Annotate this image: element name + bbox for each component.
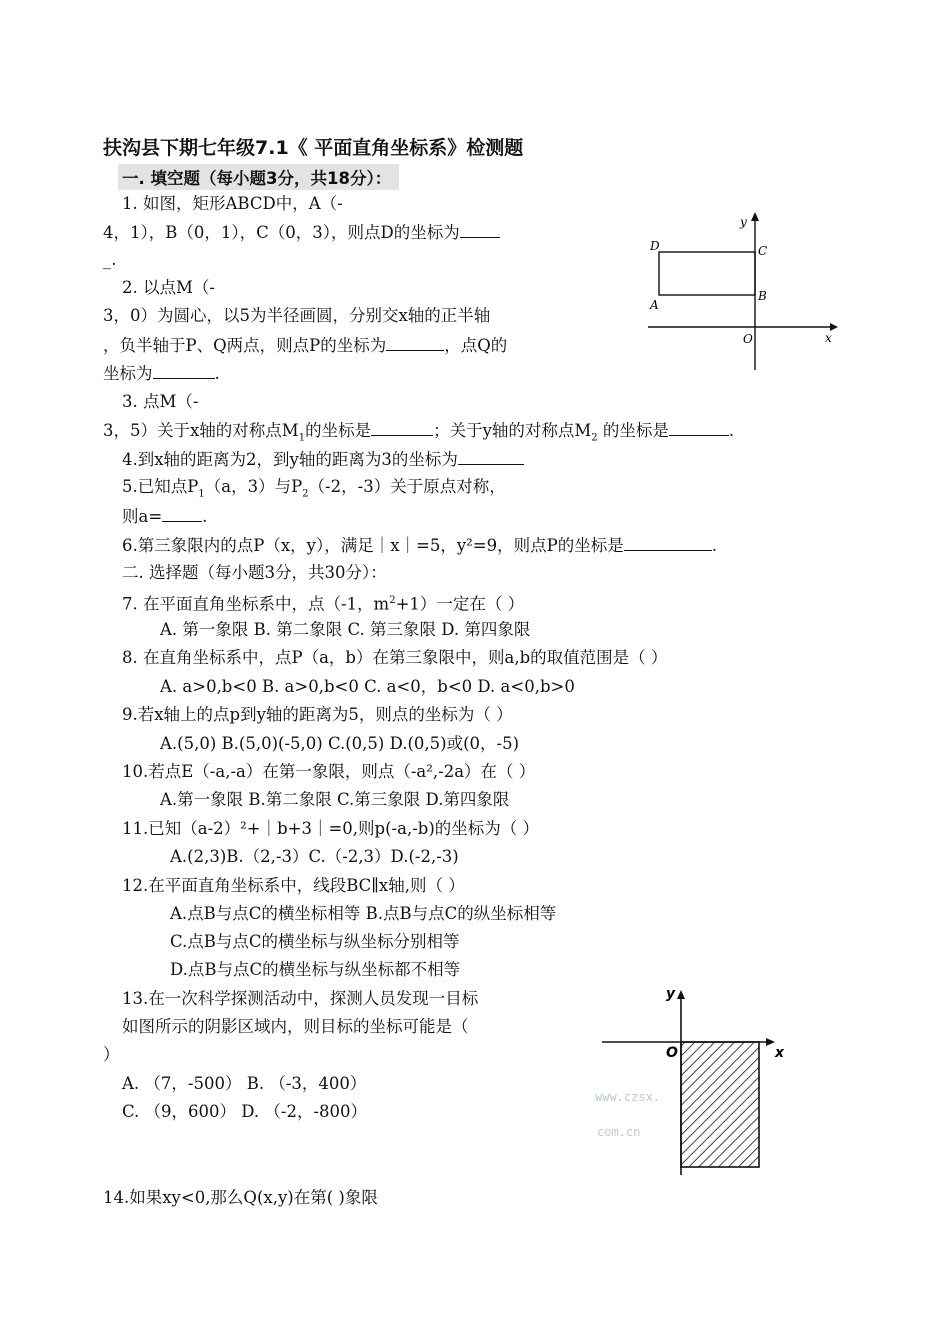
q3-text: 3，5）关于x轴的对称点M	[103, 421, 299, 440]
q12-option-d: D.点B与点C的横坐标与纵坐标都不相等	[170, 960, 461, 979]
y-axis-arrow-icon	[751, 212, 759, 221]
q11-stem: 11.已知（a-2）²+｜b+3｜=0,则p(-a,-b)的坐标为（ ）	[122, 819, 540, 838]
q5-line1	[122, 476, 506, 505]
watermark-line1: www.czsx.	[595, 1090, 661, 1104]
section-heading-fill-in: 一. 填空题（每小题3分，共18分）：	[118, 164, 399, 190]
q3-line2	[103, 419, 734, 449]
answer-blank	[669, 419, 729, 436]
q3-line1: 3. 点M（-	[122, 392, 199, 411]
q6-line	[122, 534, 717, 557]
q11-options: A.(2,3)B.（2,-3）C.（-2,3）D.(-2,-3)	[170, 847, 459, 866]
label-origin: O	[666, 1045, 678, 1061]
label-b: B	[758, 289, 767, 303]
q13-line3: ）	[103, 1045, 120, 1064]
label-x: x	[825, 331, 832, 345]
q2-text: .	[214, 364, 220, 383]
label-y: y	[740, 215, 747, 229]
q3-text: ；关于y轴的对称点M	[433, 421, 592, 440]
q7-text: +1）一定在（ ）	[395, 594, 525, 614]
q3-text: 的坐标是	[597, 421, 669, 440]
subscript: 1	[198, 488, 205, 500]
subscript: 2	[591, 432, 598, 444]
q5-text: 5.已知点P	[122, 477, 199, 496]
q5-text: （a，3）与P	[204, 477, 303, 496]
q4-line	[122, 448, 524, 471]
q13-line2: 如图所示的阴影区域内，则目标的坐标可能是（	[122, 1017, 469, 1036]
q4-text: 4.到x轴的距离为2，到y轴的距离为3的坐标为	[122, 450, 458, 469]
q2-line1: 2. 以点M（-	[122, 278, 215, 297]
x-axis-arrow-icon	[766, 1038, 775, 1046]
q8-stem: 8. 在直角坐标系中，点P（a，b）在第三象限中，则a,b的取值范围是（ ）	[122, 648, 668, 667]
x-axis-arrow-icon	[830, 323, 838, 331]
q13-options-cd: C. （9，600） D. （-2，-800）	[122, 1102, 368, 1121]
q12-option-a-b: A.点B与点C的横坐标相等 B.点B与点C的纵坐标相等	[170, 904, 557, 923]
q13-options-ab: A. （7，-500） B. （-3，400）	[122, 1074, 367, 1093]
watermark-line2: com.cn	[597, 1125, 641, 1139]
q13-line1: 13.在一次科学探测活动中，探测人员发现一目标	[122, 989, 479, 1008]
q5-text: （-2，-3）关于原点对称，	[308, 477, 506, 496]
page-title: 扶沟县下期七年级7.1《 平面直角坐标系》检测题	[103, 137, 524, 159]
q2-line4	[103, 362, 220, 385]
q6-text: 6.第三象限内的点P（x，y），满足｜x｜=5，y²=9，则点P的坐标是	[122, 536, 624, 555]
q7-text: 7. 在平面直角坐标系中，点（-1，m	[122, 594, 390, 614]
q8-options: A. a>0,b<0 B. a>0,b<0 C. a<0，b<0 D. a<0,b>0	[160, 677, 575, 696]
q5-text: 则a=	[122, 507, 163, 526]
label-a: A	[650, 298, 659, 312]
figure-rectangle-abcd	[640, 205, 840, 375]
q3-text: 的坐标是	[305, 421, 372, 440]
answer-blank	[458, 448, 524, 465]
superscript: 2	[389, 595, 396, 606]
figure-shaded-region	[598, 980, 798, 1180]
section-heading-choice: 二. 选择题（每小题3分，共30分）：	[122, 563, 387, 582]
q7-options: A. 第一象限 B. 第二象限 C. 第三象限 D. 第四象限	[160, 620, 531, 639]
q12-stem: 12.在平面直角坐标系中，线段BC∥x轴,则（ ）	[122, 876, 465, 895]
answer-blank	[162, 505, 202, 522]
q7-stem	[122, 590, 524, 616]
q6-text: .	[711, 536, 717, 555]
label-origin: O	[743, 332, 753, 346]
label-d: D	[650, 239, 660, 253]
q2-text: ，点Q的	[444, 336, 508, 355]
q10-stem: 10.若点E（-a,-a）在第一象限，则点（-a²,-2a）在（ ）	[122, 762, 536, 781]
q5-text: .	[202, 507, 208, 526]
q1-line3: _.	[103, 250, 117, 269]
label-x: x	[775, 1045, 785, 1061]
subscript: 2	[302, 488, 309, 500]
q2-text: ，负半轴于P、Q两点，则点P的坐标为	[103, 336, 387, 355]
q2-text: 坐标为	[103, 364, 153, 383]
label-c: C	[758, 244, 768, 258]
q10-options: A.第一象限 B.第二象限 C.第三象限 D.第四象限	[160, 790, 510, 809]
q1-text: 4，1），B（0，1），C（0，3），则点D的坐标为	[103, 223, 460, 242]
label-y: y	[666, 986, 676, 1002]
q3-text: .	[728, 421, 735, 440]
answer-blank	[460, 221, 500, 238]
q1-line1: 1. 如图，矩形ABCD中，A（-	[122, 194, 343, 213]
shaded-region	[681, 1042, 759, 1167]
answer-blank	[386, 334, 444, 351]
q12-option-c: C.点B与点C的横坐标与纵坐标分别相等	[170, 932, 460, 951]
q9-options: A.(5,0) B.(5,0)(-5,0) C.(0,5) D.(0,5)或(0，-5)	[160, 734, 520, 753]
q5-line2	[122, 505, 207, 528]
q9-stem: 9.若x轴上的点p到y轴的距离为5，则点的坐标为（ ）	[122, 705, 513, 724]
answer-blank	[624, 534, 712, 551]
answer-blank	[371, 419, 433, 436]
q14-line: 14.如果xy<0,那么Q(x,y)在第( )象限	[103, 1188, 378, 1207]
rectangle-abcd	[659, 252, 755, 295]
q2-line2: 3，0）为圆心，以5为半径画圆，分别交x轴的正半轴	[103, 306, 491, 325]
q2-line3	[103, 334, 507, 357]
subscript: 1	[298, 432, 306, 444]
y-axis-arrow-icon	[677, 990, 685, 999]
q1-line2	[103, 221, 500, 244]
answer-blank	[153, 362, 215, 379]
